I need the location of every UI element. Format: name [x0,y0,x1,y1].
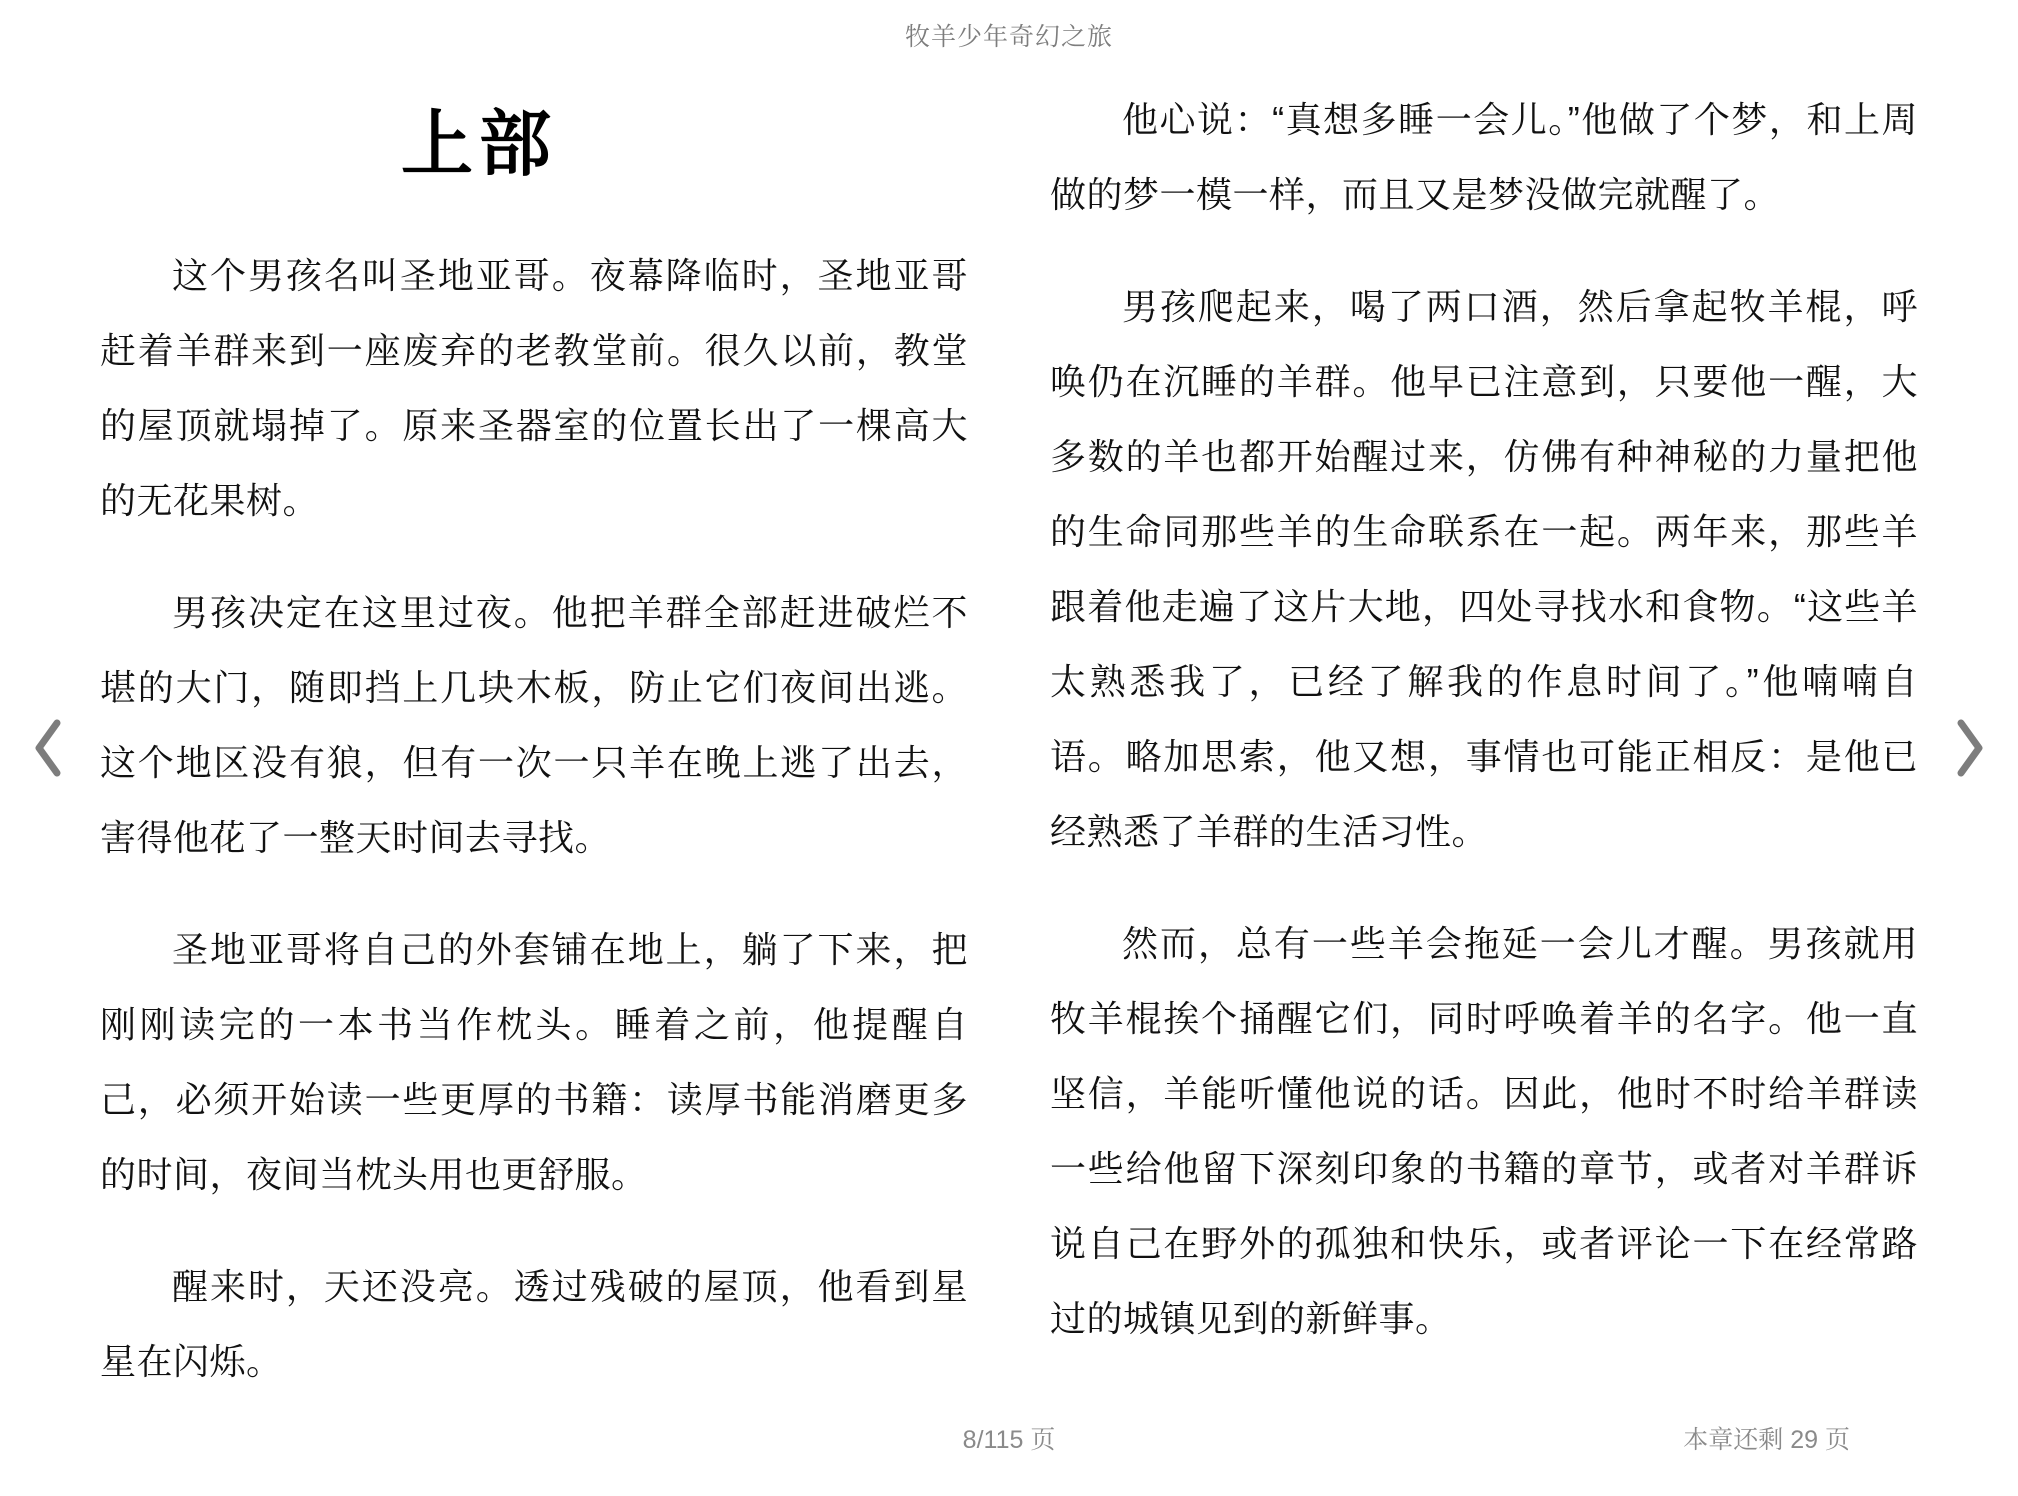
paragraph: 男孩决定在这里过夜。他把羊群全部赶进破烂不堪的大门，随即挡上几块木板，防止它们夜间出逃。这个地区没有狼，但有一次一只羊在晚上逃了出去，害得他花了一整天时间去寻找。 [100,592,968,859]
page-indicator: 8/115 页 [962,1426,1056,1454]
chapter-remaining-label: 本章还剩 29 页 [1683,1426,1850,1454]
page-content [0,58,2018,1398]
left-column [100,58,968,1436]
paragraph: 圣地亚哥将自己的外套铺在地上，躺了下来，把刚刚读完的一本书当作枕头。睡着之前，他提醒自己，必须开始读一些更厚的书籍：读厚书能消磨更多的时间，夜间当枕头用也更舒服。 [100,929,968,1196]
paragraph: 他心说：“真想多睡一会儿。”他做了个梦，和上周做的梦一模一样，而且又是梦没做完就醒了。 [1050,99,1918,215]
paragraph: 醒来时，天还没亮。透过残破的屋顶，他看到星星在闪烁。 [100,1266,968,1383]
paragraph: 这个男孩名叫圣地亚哥。夜幕降临时，圣地亚哥赶着羊群来到一座废弃的老教堂前。很久以前，教堂的屋顶就塌掉了。原来圣器室的位置长出了一棵高大的无花果树。 [100,255,968,522]
paragraph: 然而，总有一些羊会拖延一会儿才醒。男孩就用牧羊棍挨个捅醒它们，同时呼唤着羊的名字。他一直坚信，羊能听懂他说的话。因此，他时不时给羊群读一些给他留下深刻印象的书籍的章节，或者对羊群诉说自己在野外的孤独和快乐，或者评论一下在经常路过的城镇见到的新鲜事。 [1050,923,1918,1339]
paragraph: 男孩爬起来，喝了两口酒，然后拿起牧羊棍，呼唤仍在沉睡的羊群。他早已注意到，只要他一醒，大多数的羊也都开始醒过来，仿佛有种神秘的力量把他的生命同那些羊的生命联系在一起。两年来，那些羊跟着他走遍了这片大地，四处寻找水和食物。“这些羊太熟悉我了，已经了解我的作息时间了。”他喃喃自语。略加思索，他又想，事情也可能正相反：是他已经熟悉了羊群的生活习性。 [1050,286,1918,852]
right-column [1050,58,1918,1393]
book-title: 牧羊少年奇幻之旅 [904,23,1113,51]
book-footer [0,1400,2018,1496]
chapter-title: 上部 [400,105,557,185]
